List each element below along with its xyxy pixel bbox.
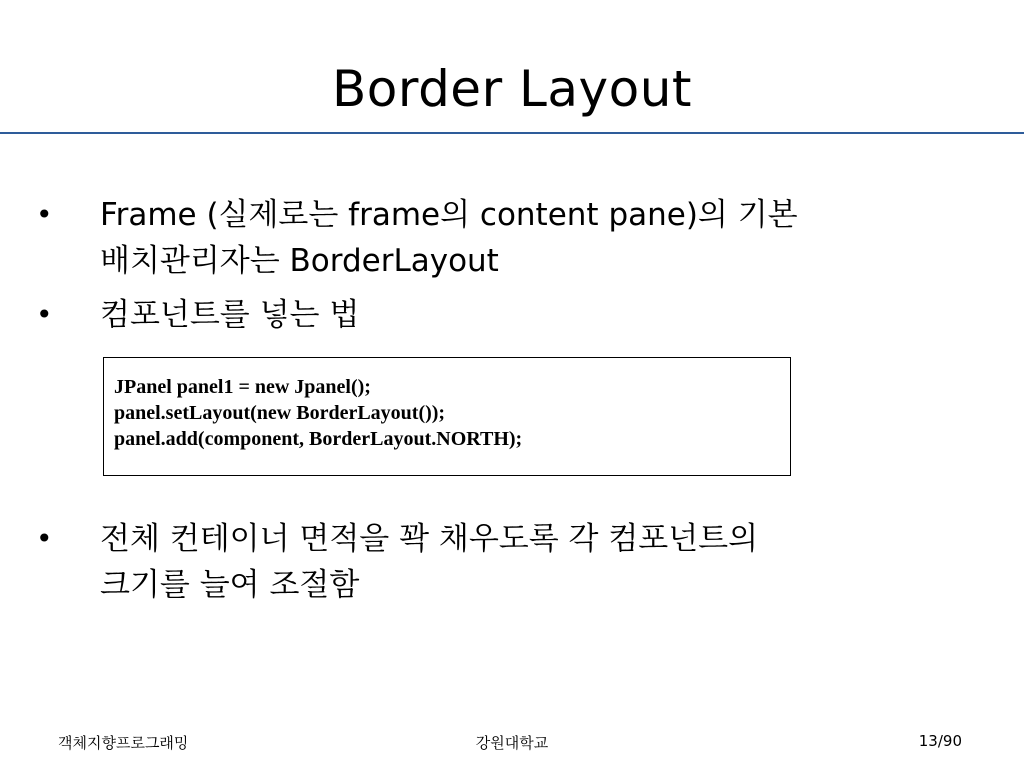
- bullet-text-line: 전체 컨테이너 면적을 꽉 채우도록 각 컴포넌트의: [100, 521, 759, 557]
- footer-course-name: 객체지향프로그래밍: [58, 734, 189, 752]
- bullet-marker: •: [36, 198, 53, 231]
- bullet-item: [30, 292, 990, 338]
- bullet-list-bottom: [30, 516, 990, 608]
- bullet-text-line: 컴포넌트를 넣는 법: [100, 297, 360, 333]
- bullet-text-line: 배치관리자는 BorderLayout: [100, 243, 499, 279]
- bullet-item: [30, 516, 990, 608]
- code-line: panel.add(component, BorderLayout.NORTH);: [114, 428, 523, 450]
- bullet-text-line: Frame (실제로는 frame의 content pane)의 기본: [100, 197, 798, 233]
- bullet-text-line: 크기를 늘여 조절함: [100, 567, 360, 603]
- title-divider: [0, 132, 1024, 134]
- footer-university: 강원대학교: [475, 734, 549, 752]
- code-snippet-box: [103, 357, 791, 476]
- bullet-list-top: [30, 192, 990, 338]
- code-line: panel.setLayout(new BorderLayout());: [114, 402, 446, 424]
- slide-title: Border Layout: [332, 60, 692, 118]
- slide-footer: [0, 732, 1024, 756]
- bullet-marker: •: [36, 522, 53, 555]
- code-line: JPanel panel1 = new Jpanel();: [114, 376, 371, 398]
- bullet-marker: •: [36, 298, 53, 331]
- bullet-item: [30, 192, 990, 284]
- footer-page-number: 13/90: [918, 732, 962, 750]
